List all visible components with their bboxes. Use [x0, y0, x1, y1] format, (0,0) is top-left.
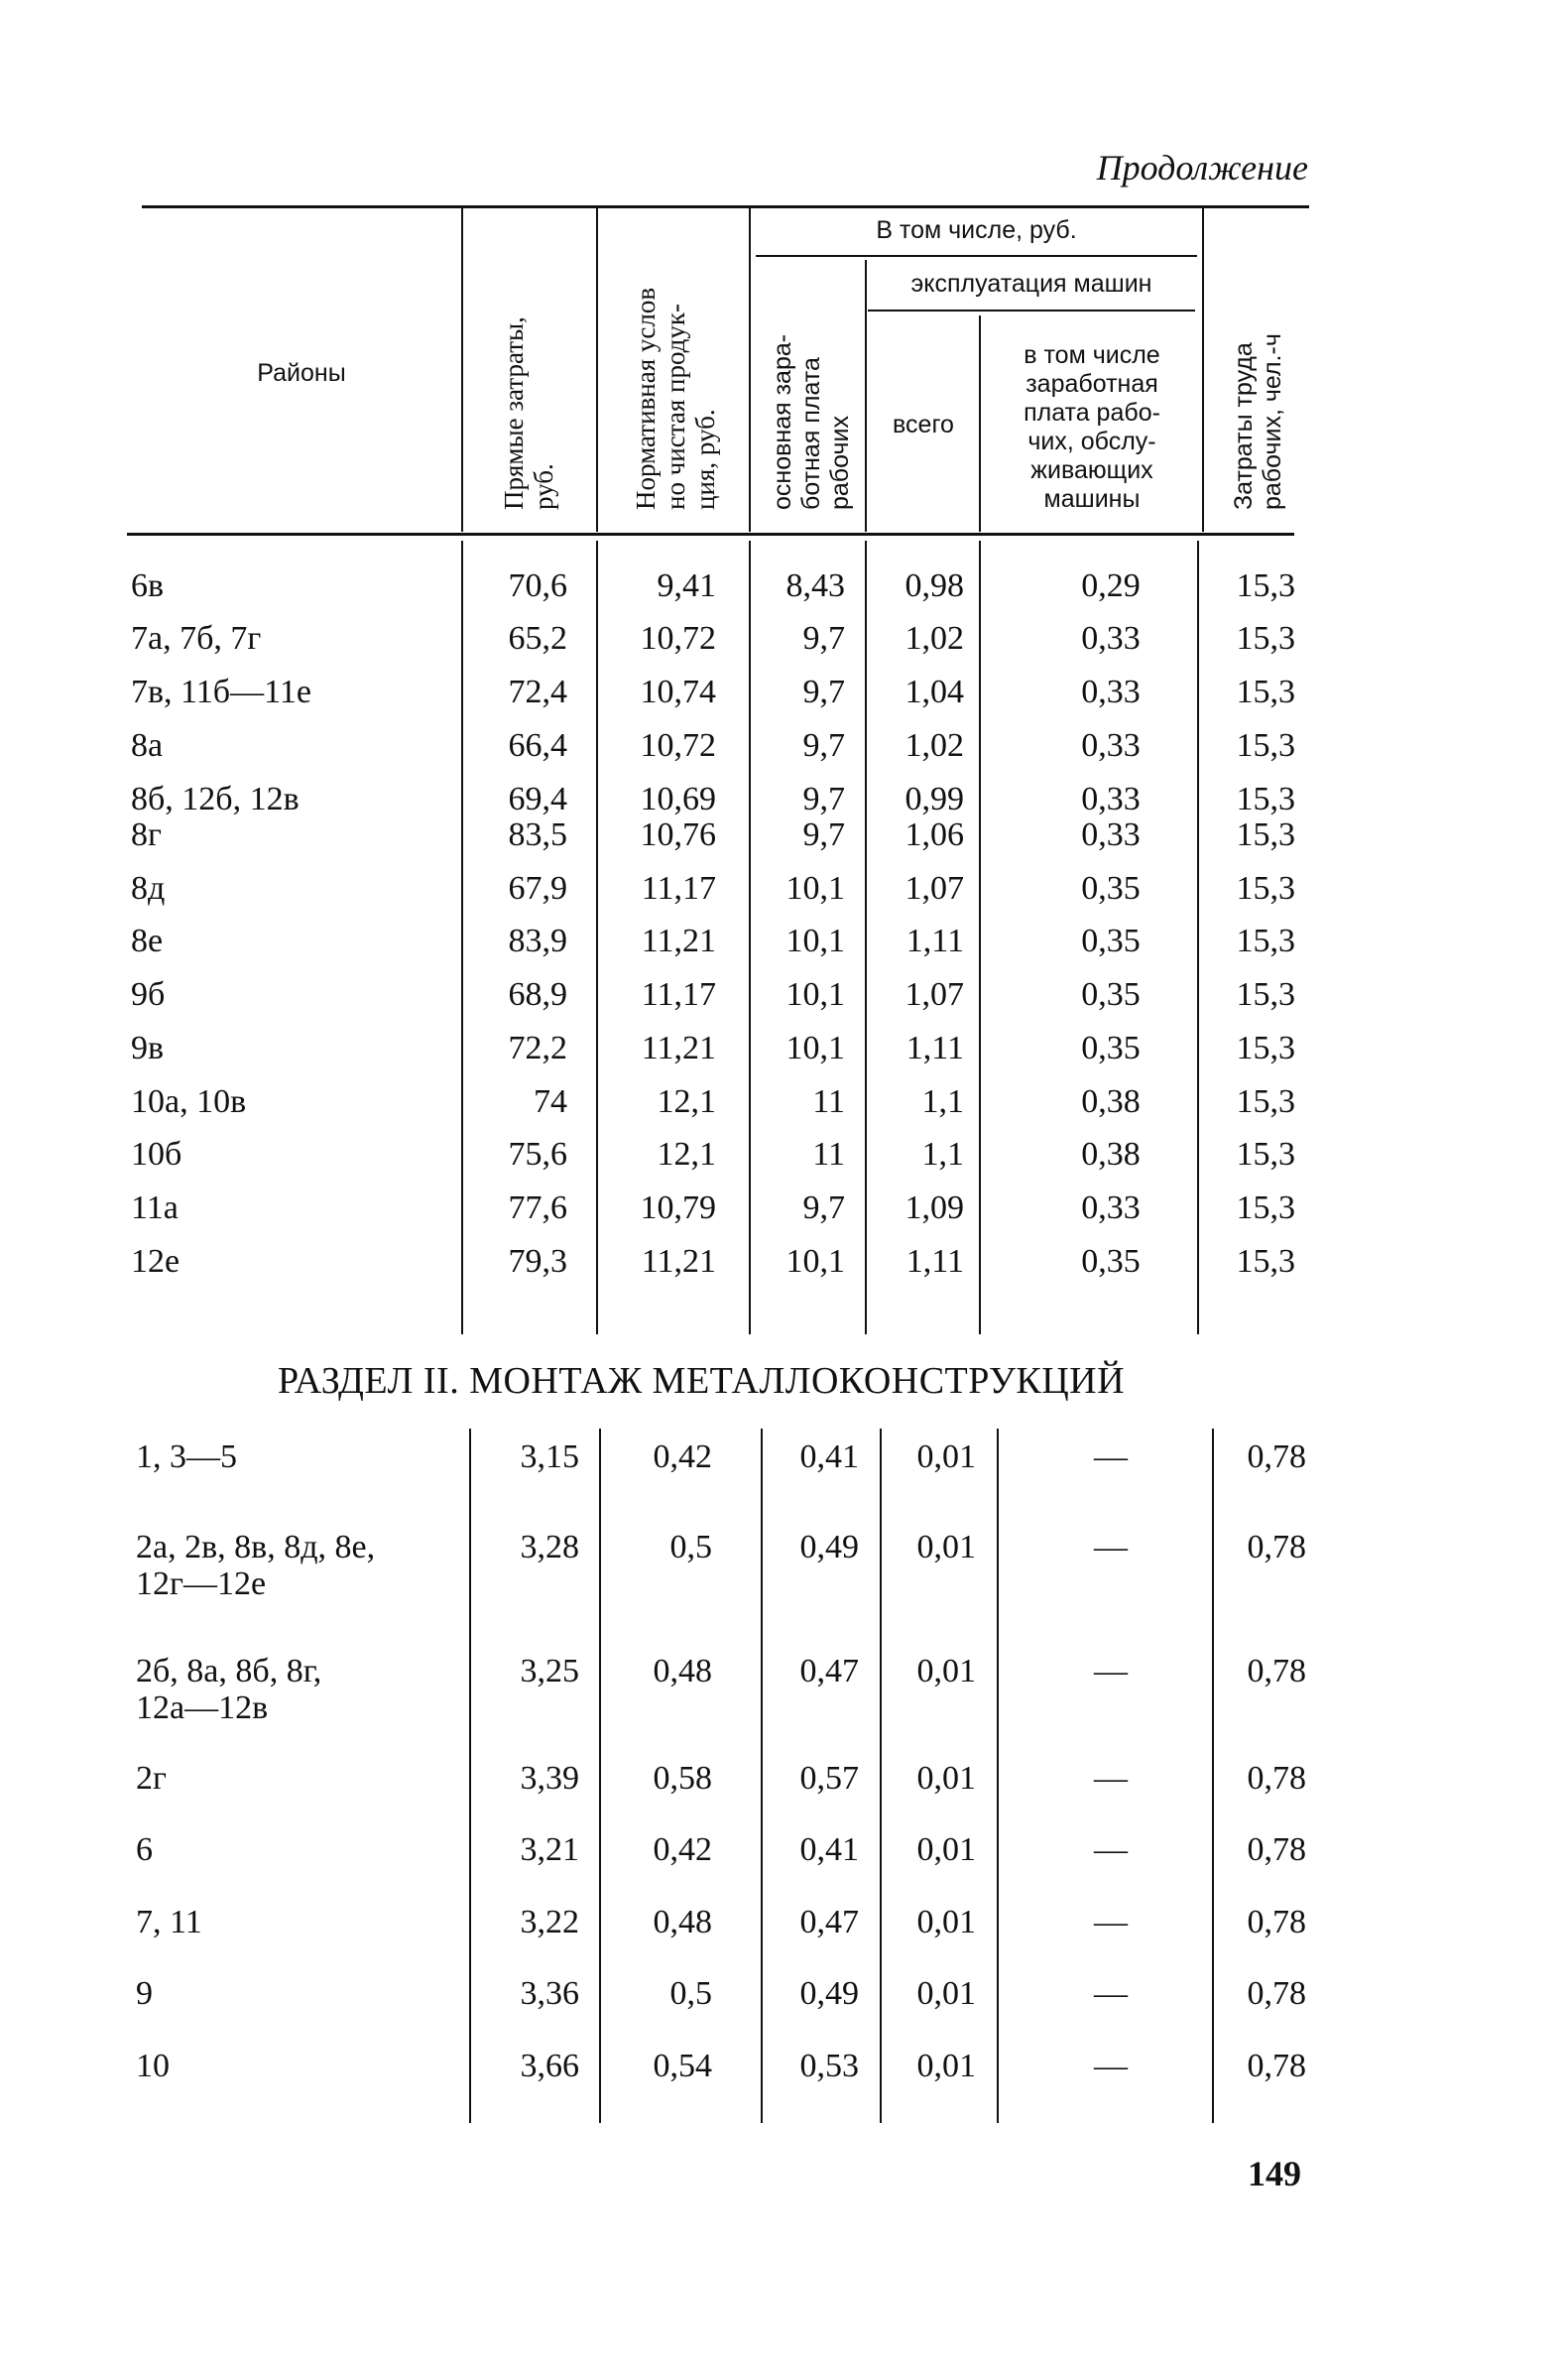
cell-labor: 0,78 [1247, 1831, 1306, 1868]
cell-direct: 3,39 [520, 1760, 579, 1797]
page-number: 149 [1248, 2154, 1301, 2193]
cell-total: 0,01 [916, 2048, 976, 2084]
cell-wage: 0,53 [799, 2048, 859, 2084]
cell-region: 2г [136, 1760, 167, 1797]
cell-machwage: — [1094, 1975, 1128, 2012]
cell-total: 0,01 [916, 1760, 976, 1797]
cell-direct: 3,66 [520, 2048, 579, 2084]
cell-labor: 15,3 [1236, 1030, 1295, 1066]
cell-total: 1,06 [905, 816, 964, 853]
cell-machwage: 0,33 [1081, 816, 1141, 853]
cell-total: 0,01 [916, 1653, 976, 1689]
cell-direct: 3,21 [520, 1831, 579, 1868]
cell-total: 1,1 [921, 1083, 964, 1120]
cell-wage: 0,49 [799, 1975, 859, 2012]
cell-wage: 9,7 [802, 816, 845, 853]
cell-region: 8д [131, 870, 166, 907]
cell-direct: 66,4 [508, 727, 567, 764]
cell-labor: 15,3 [1236, 1243, 1295, 1280]
lower-divider-6 [1212, 1429, 1214, 2123]
cell-labor: 15,3 [1236, 1083, 1295, 1120]
cell-wage: 10,1 [785, 870, 845, 907]
cell-direct: 77,6 [508, 1189, 567, 1226]
cell-direct: 72,4 [508, 674, 567, 710]
header-including: В том числе, руб. [876, 216, 1077, 244]
cell-wage: 10,1 [785, 923, 845, 959]
cell-machwage: — [1094, 1904, 1128, 1940]
header-total: всего [893, 411, 954, 438]
cell-wage: 0,41 [799, 1438, 859, 1475]
cell-norm: 11,21 [641, 923, 716, 959]
cell-labor: 0,78 [1247, 1438, 1306, 1475]
section-title: РАЗДЕЛ II. МОНТАЖ МЕТАЛЛОКОНСТРУКЦИЙ [278, 1360, 1126, 1402]
header-incl-wage: в том числе заработная плата рабо- чих, обслу- живающих машины [1024, 341, 1160, 513]
cell-region: 7в, 11б—11е [131, 674, 311, 710]
header-direct-costs: Прямые затраты, руб. [499, 316, 558, 510]
cell-labor: 0,78 [1247, 1975, 1306, 2012]
cell-region: 1, 3—5 [136, 1438, 237, 1475]
cell-direct: 3,36 [520, 1975, 579, 2012]
cell-total: 1,09 [905, 1189, 964, 1226]
cell-direct: 83,5 [508, 816, 567, 853]
cell-machwage: 0,38 [1081, 1083, 1141, 1120]
cell-region: 6в [131, 567, 165, 604]
cell-norm: 11,17 [641, 870, 716, 907]
cell-machwage: 0,35 [1081, 1243, 1141, 1280]
cell-machwage: — [1094, 1438, 1128, 1475]
cell-wage: 8,43 [785, 567, 845, 604]
cell-total: 0,99 [905, 781, 964, 817]
cell-norm: 0,5 [669, 1529, 712, 1565]
cell-labor: 0,78 [1247, 2048, 1306, 2084]
cell-region: 11а [131, 1189, 179, 1226]
cell-region: 2б, 8а, 8б, 8г, [136, 1653, 322, 1689]
header-machine-operation: эксплуатация машин [910, 270, 1152, 298]
cell-wage: 0,41 [799, 1831, 859, 1868]
cell-machwage: 0,33 [1081, 727, 1141, 764]
cell-machwage: 0,35 [1081, 870, 1141, 907]
cell-total: 1,04 [905, 674, 964, 710]
header-divider-6 [1202, 208, 1204, 532]
cell-direct: 70,6 [508, 567, 567, 604]
cell-wage: 10,1 [785, 1030, 845, 1066]
cell-norm: 0,48 [653, 1653, 712, 1689]
cell-total: 0,01 [916, 1904, 976, 1940]
cell-region-continuation: 12г—12е [136, 1565, 267, 1602]
cell-total: 1,07 [905, 976, 964, 1013]
cell-machwage: 0,29 [1081, 567, 1141, 604]
continued-label: Продолжение [1096, 148, 1308, 187]
cell-norm: 0,58 [653, 1760, 712, 1797]
cell-wage: 0,49 [799, 1529, 859, 1565]
cell-labor: 15,3 [1236, 1189, 1295, 1226]
cell-total: 0,01 [916, 1975, 976, 2012]
cell-machwage: 0,35 [1081, 923, 1141, 959]
cell-wage: 10,1 [785, 1243, 845, 1280]
cell-labor: 15,3 [1236, 727, 1295, 764]
cell-direct: 75,6 [508, 1136, 567, 1173]
cell-region: 10б [131, 1136, 182, 1173]
cell-norm: 0,48 [653, 1904, 712, 1940]
cell-labor: 15,3 [1236, 870, 1295, 907]
cell-wage: 10,1 [785, 976, 845, 1013]
header-bottom-rule [127, 533, 1294, 536]
body-divider-2 [596, 541, 598, 1334]
cell-total: 0,01 [916, 1438, 976, 1475]
lower-divider-4 [880, 1429, 882, 2123]
header-divider-4 [865, 260, 867, 532]
cell-norm: 0,5 [669, 1975, 712, 2012]
header-divider-3 [749, 208, 751, 532]
lower-divider-1 [469, 1429, 471, 2123]
cell-region: 8б, 12б, 12в [131, 781, 300, 817]
cell-wage: 0,47 [799, 1653, 859, 1689]
cell-norm: 11,17 [641, 976, 716, 1013]
lower-divider-3 [761, 1429, 763, 2123]
cell-machwage: — [1094, 1831, 1128, 1868]
cell-machwage: — [1094, 2048, 1128, 2084]
cell-wage: 0,47 [799, 1904, 859, 1940]
machine-rule [868, 310, 1195, 312]
cell-norm: 10,76 [640, 816, 716, 853]
cell-direct: 3,25 [520, 1653, 579, 1689]
cell-labor: 15,3 [1236, 976, 1295, 1013]
body-divider-4 [865, 541, 867, 1334]
cell-wage: 9,7 [802, 674, 845, 710]
lower-divider-2 [599, 1429, 601, 2123]
cell-norm: 0,42 [653, 1438, 712, 1475]
header-regions: Районы [257, 359, 346, 387]
body-divider-1 [461, 541, 463, 1334]
cell-region: 7а, 7б, 7г [131, 620, 262, 657]
cell-region: 2а, 2в, 8в, 8д, 8е, [136, 1529, 376, 1565]
cell-direct: 3,22 [520, 1904, 579, 1940]
header-labor: Затраты труда рабочих, чел.-ч [1230, 333, 1286, 510]
cell-wage: 9,7 [802, 781, 845, 817]
cell-wage: 11 [812, 1136, 845, 1173]
cell-machwage: 0,33 [1081, 674, 1141, 710]
lower-divider-5 [997, 1429, 999, 2123]
cell-norm: 10,69 [640, 781, 716, 817]
header-normative-net: Нормативная услов но чистая продук- ция, руб. [631, 287, 720, 510]
cell-direct: 68,9 [508, 976, 567, 1013]
table-top-rule [142, 205, 1309, 208]
header-divider-5 [979, 315, 981, 532]
cell-machwage: 0,33 [1081, 781, 1141, 817]
cell-total: 1,11 [905, 1030, 964, 1066]
cell-region: 8а [131, 727, 164, 764]
cell-labor: 15,3 [1236, 620, 1295, 657]
cell-direct: 67,9 [508, 870, 567, 907]
cell-machwage: — [1094, 1760, 1128, 1797]
cell-labor: 15,3 [1236, 674, 1295, 710]
cell-norm: 12,1 [657, 1083, 716, 1120]
cell-region: 9 [136, 1975, 153, 2012]
cell-wage: 9,7 [802, 620, 845, 657]
body-divider-3 [749, 541, 751, 1334]
cell-labor: 0,78 [1247, 1529, 1306, 1565]
cell-direct: 3,15 [520, 1438, 579, 1475]
cell-region: 12е [131, 1243, 181, 1280]
cell-region: 9б [131, 976, 166, 1013]
cell-labor: 15,3 [1236, 923, 1295, 959]
cell-labor: 15,3 [1236, 567, 1295, 604]
cell-norm: 10,74 [640, 674, 716, 710]
cell-norm: 10,72 [640, 727, 716, 764]
cell-direct: 74 [534, 1083, 567, 1120]
cell-norm: 10,79 [640, 1189, 716, 1226]
cell-region: 8е [131, 923, 164, 959]
cell-wage: 9,7 [802, 727, 845, 764]
cell-total: 0,01 [916, 1831, 976, 1868]
cell-machwage: — [1094, 1529, 1128, 1565]
body-divider-5 [979, 541, 981, 1334]
cell-norm: 0,42 [653, 1831, 712, 1868]
cell-total: 1,02 [905, 727, 964, 764]
cell-norm: 11,21 [641, 1030, 716, 1066]
cell-norm: 11,21 [641, 1243, 716, 1280]
cell-labor: 0,78 [1247, 1653, 1306, 1689]
cell-labor: 0,78 [1247, 1760, 1306, 1797]
cell-machwage: 0,33 [1081, 1189, 1141, 1226]
header-divider-2 [596, 208, 598, 532]
including-rule [756, 255, 1197, 257]
cell-region: 8г [131, 816, 162, 853]
cell-labor: 15,3 [1236, 1136, 1295, 1173]
cell-machwage: — [1094, 1653, 1128, 1689]
cell-wage: 0,57 [799, 1760, 859, 1797]
cell-direct: 79,3 [508, 1243, 567, 1280]
cell-wage: 11 [812, 1083, 845, 1120]
cell-total: 1,02 [905, 620, 964, 657]
cell-region: 10а, 10в [131, 1083, 247, 1120]
cell-labor: 15,3 [1236, 781, 1295, 817]
cell-machwage: 0,35 [1081, 1030, 1141, 1066]
cell-region: 7, 11 [136, 1904, 202, 1940]
cell-total: 1,11 [905, 923, 964, 959]
cell-machwage: 0,38 [1081, 1136, 1141, 1173]
cell-norm: 0,54 [653, 2048, 712, 2084]
header-divider-1 [461, 208, 463, 532]
cell-direct: 69,4 [508, 781, 567, 817]
cell-norm: 9,41 [657, 567, 716, 604]
cell-region: 10 [136, 2048, 170, 2084]
cell-direct: 72,2 [508, 1030, 567, 1066]
cell-total: 1,11 [905, 1243, 964, 1280]
cell-norm: 12,1 [657, 1136, 716, 1173]
cell-labor: 0,78 [1247, 1904, 1306, 1940]
cell-total: 1,07 [905, 870, 964, 907]
cell-direct: 65,2 [508, 620, 567, 657]
cell-machwage: 0,33 [1081, 620, 1141, 657]
cell-direct: 3,28 [520, 1529, 579, 1565]
cell-total: 0,01 [916, 1529, 976, 1565]
cell-total: 1,1 [921, 1136, 964, 1173]
cell-region-continuation: 12а—12в [136, 1689, 269, 1726]
cell-region: 9в [131, 1030, 165, 1066]
cell-direct: 83,9 [508, 923, 567, 959]
cell-total: 0,98 [905, 567, 964, 604]
cell-norm: 10,72 [640, 620, 716, 657]
cell-region: 6 [136, 1831, 153, 1868]
cell-machwage: 0,35 [1081, 976, 1141, 1013]
cell-wage: 9,7 [802, 1189, 845, 1226]
cell-labor: 15,3 [1236, 816, 1295, 853]
header-base-wage: основная зара- ботная плата рабочих [769, 333, 854, 510]
